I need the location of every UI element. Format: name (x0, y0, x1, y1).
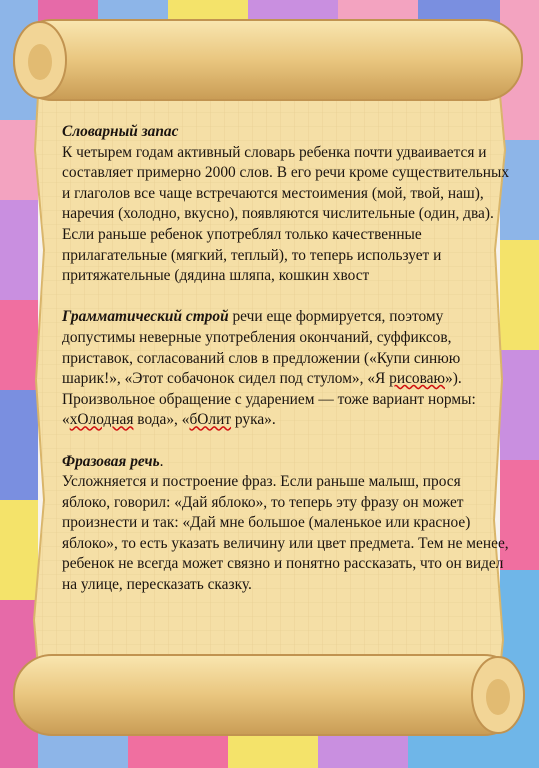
misspelled-word: бОлит (189, 411, 232, 429)
section-heading-grammar: Грамматический строй (62, 308, 229, 326)
article-text (62, 122, 512, 596)
section-heading-vocabulary: Словарный запас (62, 123, 179, 140)
misspelled-word: хОлодная (69, 411, 134, 429)
section-body-phrasal: Усложняется и построение фраз. Если раньше малыш, прося яблоко, говорил: «Дай яблоко», то теперь эту фразу он может произнести и так: «Дай мне большое (маленькое или красное) яблоко», то есть указать величину или цвет предмета. Тем не менее, ребенок не всегда может связно и понятно рассказать, что он видел на улице, пересказать сказку. (62, 473, 509, 594)
section-heading-phrasal: Фразовая речь. (62, 452, 164, 470)
section-grammar: Грамматический строй речи еще формируется, поэтому допустимы неверные употребления окончаний, суффиксов, приставок, согласований слов в предложении («Купи синюю шарик!», «Этот собачонок сидел под стулом», «Я рисоваю»). Произвольное обращение с ударением — тоже вариант нормы: «хОлодная вода», «бОлит рука». (62, 308, 476, 429)
misspelled-word: рисоваю (389, 370, 445, 388)
section-body-vocabulary: К четырем годам активный словарь ребенка почти удваивается и составляет примерно 2000 слов. В его речи кроме существительных и глаголов все чаще встречаются местоимения (мой, твой, наш), наречия (холодно, вкусно), появляются числительные (один, два). Если раньше ребенок употреблял только качественные прилагательные (мягкий, теплый), то теперь использует и притяжательные (дядина шляпа, кошкин хвост (62, 143, 510, 285)
